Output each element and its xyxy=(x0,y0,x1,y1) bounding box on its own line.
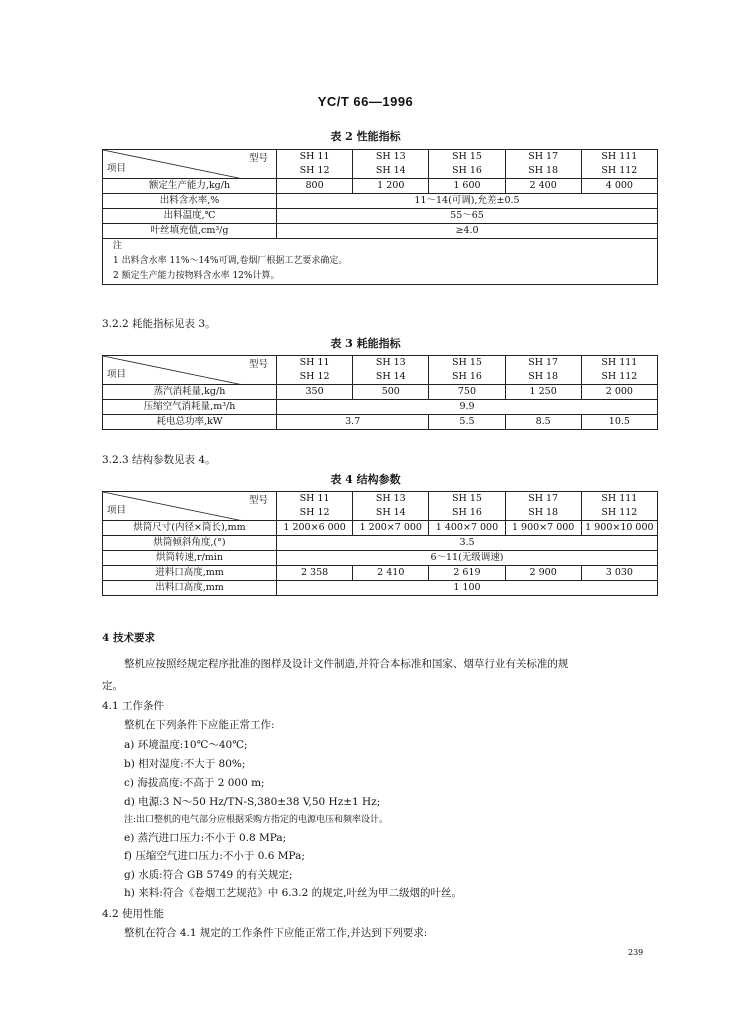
model-cell: SH 11 SH 12 xyxy=(277,150,353,179)
table-row xyxy=(103,536,658,551)
table3-title: 表 3 耗能指标 xyxy=(330,337,401,350)
table-header-row xyxy=(103,356,658,385)
model-cell: SH 17 SH 18 xyxy=(505,492,581,521)
model-header: 型号 xyxy=(248,359,268,370)
condition-c: c) 海拔高度:不高于 2 000 m; xyxy=(124,777,265,789)
table-row xyxy=(103,521,658,536)
table-row xyxy=(103,224,658,239)
table-cell: 500 xyxy=(353,385,429,400)
table-row xyxy=(103,566,658,581)
table-cell: 1 250 xyxy=(505,385,581,400)
table2-performance xyxy=(102,149,658,285)
section-4-1-intro: 整机在下列条件下应能正常工作: xyxy=(124,719,275,731)
condition-h: h) 来料:符合《卷烟工艺规范》中 6.3.2 的规定,叶丝为甲二级烟的叶丝。 xyxy=(124,887,462,899)
model-cell: SH 111 SH 112 xyxy=(581,492,657,521)
table-header-row xyxy=(103,150,658,179)
table-cell: 1 400×7 000 xyxy=(429,521,505,536)
corner-cell xyxy=(103,150,277,179)
table-cell: 55～65 xyxy=(277,209,658,224)
row-label: 进料口高度,mm xyxy=(103,566,277,581)
row-label: 出料温度,℃ xyxy=(103,209,277,224)
section-3-2-2: 3.2.2 耗能指标见表 3。 xyxy=(102,318,216,330)
corner-cell xyxy=(103,356,277,385)
table-cell: 1 100 xyxy=(277,581,658,596)
model-cell: SH 13 SH 14 xyxy=(353,492,429,521)
standard-header: YC/T 66—1996 xyxy=(317,94,414,109)
model-cell: SH 17 SH 18 xyxy=(505,150,581,179)
table-cell: 750 xyxy=(429,385,505,400)
model-cell: SH 15 SH 16 xyxy=(429,356,505,385)
table-notes-row xyxy=(103,239,658,285)
row-label: 压缩空气消耗量,m³/h xyxy=(103,400,277,415)
condition-a: a) 环境温度:10℃～40℃; xyxy=(124,739,248,751)
table-cell: 3.5 xyxy=(277,536,658,551)
row-label: 烘筒尺寸(内径×筒长),mm xyxy=(103,521,277,536)
row-label: 蒸汽消耗量,kg/h xyxy=(103,385,277,400)
table-row xyxy=(103,400,658,415)
table-cell: 350 xyxy=(277,385,353,400)
table-cell: 2 410 xyxy=(353,566,429,581)
item-header: 项目 xyxy=(107,369,127,380)
table-cell: 1 600 xyxy=(429,179,505,194)
corner-cell xyxy=(103,492,277,521)
table-cell: 1 900×7 000 xyxy=(505,521,581,536)
table-cell: 3 030 xyxy=(581,566,657,581)
section-4-paragraph-end: 定。 xyxy=(102,680,123,692)
table-row xyxy=(103,385,658,400)
model-header: 型号 xyxy=(248,495,268,506)
table-cell: 1 200×6 000 xyxy=(277,521,353,536)
row-label: 耗电总功率,kW xyxy=(103,415,277,430)
table-cell: 1 200 xyxy=(353,179,429,194)
table-cell: 1 200×7 000 xyxy=(353,521,429,536)
table-row xyxy=(103,415,658,430)
table-row xyxy=(103,581,658,596)
table-notes: 注 1 出料含水率 11%～14%可调,卷烟厂根据工艺要求确定。 2 额定生产能力按物料含水率 12%计算。 xyxy=(103,239,658,285)
section-4-paragraph: 整机应按照经规定程序批准的图样及设计文件制造,并符合本标准和国家、烟草行业有关标准的规 xyxy=(124,658,569,670)
table-cell: 800 xyxy=(277,179,353,194)
row-label: 烘筒倾斜角度,(°) xyxy=(103,536,277,551)
condition-b: b) 相对湿度:不大于 80%; xyxy=(124,758,246,770)
table-cell: 2 358 xyxy=(277,566,353,581)
section-4-2-title: 4.2 使用性能 xyxy=(102,908,165,920)
model-cell: SH 13 SH 14 xyxy=(353,150,429,179)
page-number: 239 xyxy=(628,948,644,957)
table-cell: 1 900×10 000 xyxy=(581,521,657,536)
table-cell: 9.9 xyxy=(277,400,658,415)
table-header-row xyxy=(103,492,658,521)
table-cell: 11～14(可调),允差±0.5 xyxy=(277,194,658,209)
model-cell: SH 15 SH 16 xyxy=(429,492,505,521)
table4-title: 表 4 结构参数 xyxy=(330,473,401,486)
table-cell: 5.5 xyxy=(429,415,505,430)
model-cell: SH 111 SH 112 xyxy=(581,150,657,179)
table-cell: 2 900 xyxy=(505,566,581,581)
condition-f: f) 压缩空气进口压力:不小于 0.6 MPa; xyxy=(124,850,305,862)
table2-title: 表 2 性能指标 xyxy=(330,130,401,143)
table-row xyxy=(103,194,658,209)
item-header: 项目 xyxy=(107,163,127,174)
condition-note: 注:出口整机的电气部分应根据采购方指定的电源电压和频率设计。 xyxy=(124,815,389,825)
row-label: 烘筒转速,r/min xyxy=(103,551,277,566)
section-4-2-text: 整机在符合 4.1 规定的工作条件下应能正常工作,并达到下列要求: xyxy=(124,927,428,939)
table-cell: 8.5 xyxy=(505,415,581,430)
model-cell: SH 11 SH 12 xyxy=(277,492,353,521)
row-label: 叶丝填充值,cm³/g xyxy=(103,224,277,239)
table-cell: 4 000 xyxy=(581,179,657,194)
section-4-title: 4 技术要求 xyxy=(102,632,155,644)
model-cell: SH 15 SH 16 xyxy=(429,150,505,179)
condition-e: e) 蒸汽进口压力:不小于 0.8 MPa; xyxy=(124,832,287,844)
section-3-2-3: 3.2.3 结构参数见表 4。 xyxy=(102,454,216,466)
model-cell: SH 111 SH 112 xyxy=(581,356,657,385)
row-label: 额定生产能力,kg/h xyxy=(103,179,277,194)
table-cell: 3.7 xyxy=(277,415,429,430)
table-cell: 2 000 xyxy=(581,385,657,400)
model-cell: SH 11 SH 12 xyxy=(277,356,353,385)
item-header: 项目 xyxy=(107,505,127,516)
table3-energy xyxy=(102,355,658,430)
condition-d: d) 电源:3 N～50 Hz/TN-S,380±38 V,50 Hz±1 Hz; xyxy=(124,796,381,808)
table-cell: ≥4.0 xyxy=(277,224,658,239)
table-row xyxy=(103,551,658,566)
model-header: 型号 xyxy=(248,153,268,164)
section-4-1-title: 4.1 工作条件 xyxy=(102,700,165,712)
table-cell: 2 400 xyxy=(505,179,581,194)
condition-g: g) 水质:符合 GB 5749 的有关规定; xyxy=(124,869,293,881)
row-label: 出料含水率,% xyxy=(103,194,277,209)
model-cell: SH 13 SH 14 xyxy=(353,356,429,385)
table-cell: 10.5 xyxy=(581,415,657,430)
table-row xyxy=(103,179,658,194)
row-label: 出料口高度,mm xyxy=(103,581,277,596)
table-cell: 6～11(无级调速) xyxy=(277,551,658,566)
model-cell: SH 17 SH 18 xyxy=(505,356,581,385)
table-cell: 2 619 xyxy=(429,566,505,581)
table4-structure xyxy=(102,491,658,596)
table-row xyxy=(103,209,658,224)
